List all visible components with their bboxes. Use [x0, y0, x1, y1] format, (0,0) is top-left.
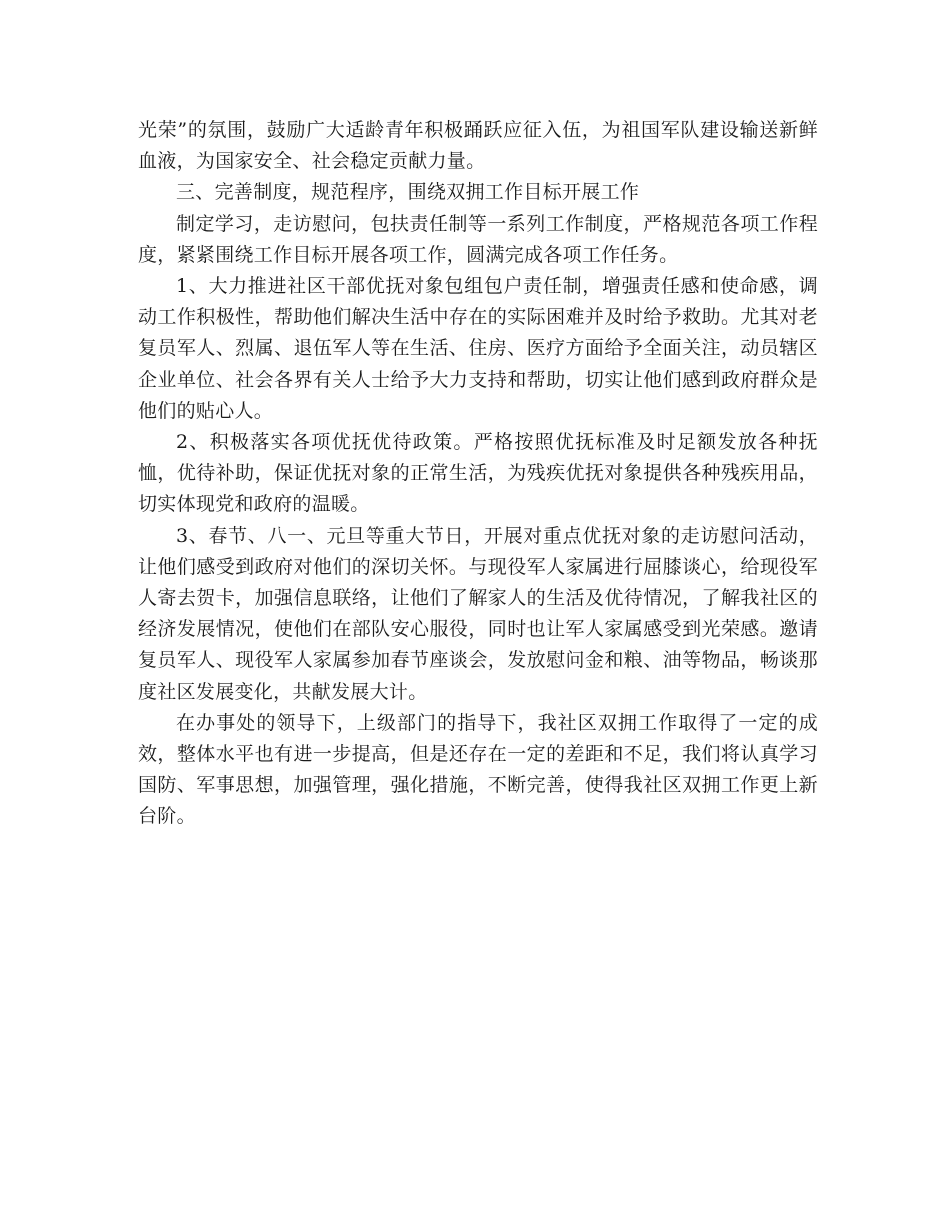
paragraph-conclusion: 在办事处的领导下，上级部门的指导下，我社区双拥工作取得了一定的成效，整体水平也有进一步提高，但是还存在一定的差距和不足，我们将认真学习国防、军事思想，加强管理，强化措施，不断完善，使得我社区双拥工作更上新台阶。	[138, 711, 818, 828]
section-heading: 三、完善制度，规范程序，围绕双拥工作目标开展工作	[176, 181, 640, 204]
paragraph-continuation: 光荣”的氛围，鼓励广大适龄青年积极踊跃应征入伍，为祖国军队建设输送新鲜血液，为国家安全、社会稳定贡献力量。	[138, 119, 818, 173]
paragraph: 制定学习，走访慰问，包扶责任制等一系列工作制度，严格规范各项工作程度，紧紧围绕工作目标开展各项工作，圆满完成各项工作任务。	[138, 212, 818, 266]
document-body	[138, 115, 818, 833]
list-item-3: 3、春节、八一、元旦等重大节日，开展对重点优抚对象的走访慰问活动，让他们感受到政府对他们的深切关怀。与现役军人家属进行屈膝谈心，给现役军人寄去贺卡，加强信息联络，让他们了解家人的生活及优待情况，了解我社区的经济发展情况，使他们在部队安心服役，同时也让军人家属感受到光荣感。邀请复员军人、现役军人家属参加春节座谈会，发放慰问金和粮、油等物品，畅谈那度社区发展变化，共献发展大计。	[138, 524, 818, 703]
list-item-1: 1、大力推进社区干部优抚对象包组包户责任制，增强责任感和使命感，调动工作积极性，帮助他们解决生活中存在的实际困难并及时给予救助。尤其对老复员军人、烈属、退伍军人等在生活、住房、医疗方面给予全面关注，动员辖区企业单位、社会各界有关人士给予大力支持和帮助，切实让他们感到政府群众是他们的贴心人。	[138, 275, 818, 422]
list-item-2: 2、积极落实各项优抚优待政策。严格按照优抚标准及时足额发放各种抚恤，优待补助，保证优抚对象的正常生活，为残疾优抚对象提供各种残疾用品，切实体现党和政府的温暖。	[138, 431, 818, 516]
